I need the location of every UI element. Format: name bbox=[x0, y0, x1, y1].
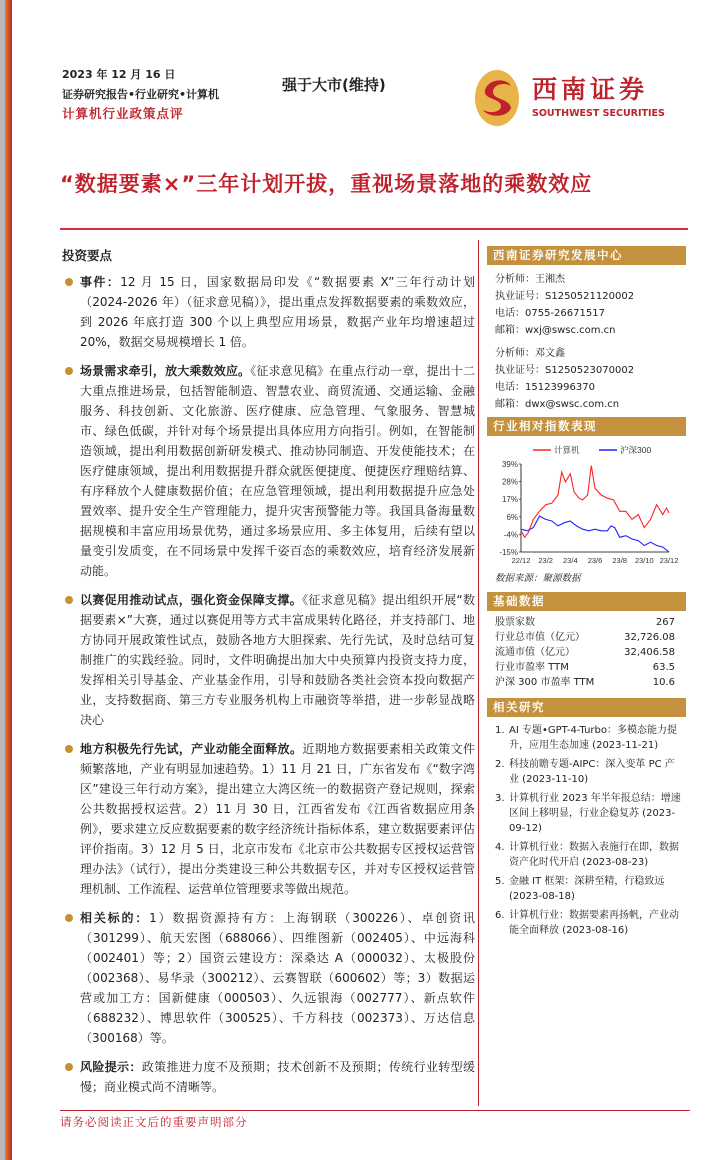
main-column bbox=[60, 240, 478, 1106]
series-line-hs300 bbox=[521, 516, 669, 552]
section-title: 投资要点 bbox=[62, 248, 113, 263]
sidebar bbox=[478, 240, 687, 1106]
report-date: 2023 年 12 月 16 日 bbox=[62, 68, 176, 81]
list-item[interactable] bbox=[495, 791, 683, 836]
related-research-list bbox=[495, 723, 683, 938]
chart-source: 数据来源：聚源数据 bbox=[495, 573, 581, 584]
rating: 强于大市(维持) bbox=[282, 76, 386, 94]
x-tick-label: 23/2 bbox=[538, 556, 553, 565]
item-text: 计算机行业：数据要素再扬帆，产业动能全面释放 (2023-08-16) bbox=[509, 910, 679, 936]
row-value: 267 bbox=[655, 617, 675, 628]
row-label: 行业市盈率 TTM bbox=[495, 662, 569, 673]
legend-label: 沪深300 bbox=[620, 445, 652, 455]
research-center-header: 西南证券研究发展中心 bbox=[487, 246, 686, 265]
bullet-icon bbox=[65, 1063, 73, 1071]
point-event bbox=[80, 272, 475, 352]
row-label: 沪深 300 市盈率 TTM bbox=[495, 677, 595, 688]
analyst-phone: 电话：0755-26671517 bbox=[495, 308, 605, 319]
table-row bbox=[495, 630, 675, 645]
y-tick-label: 17% bbox=[501, 495, 518, 505]
point-text: 《征求意见稿》提出组织开展“数据要素×”大赛，通过以赛促用等方式丰富成果转化路径，并支持部门、地方协同开展政策性试点，鼓励各地方大胆探索、先行先试，及时总结可复制推广的实践经验。同时，文件明确提出加大中央预算内投资支持力度，发挥相关引导基金、产业基金作用，引导和鼓励各类社会资本投向数据产业，支持数据商、第三方专业服务机构上市融资等举措，进一步彰显战略决心 bbox=[80, 593, 475, 727]
point-scenarios bbox=[80, 361, 475, 581]
point-text: 12 月 15 日，国家数据局印发《“数据要素 X”三年行动计划（2024-2026 年）（征求意见稿）》，提出重点发挥数据要素的乘数效应，到 2026 年底打造 300 个以上典型应用场景，数据产业年均增速超过 20%，数据交易规模增长 1 倍。 bbox=[80, 275, 475, 349]
point-text: 《征求意见稿》在重点行动一章，提出十二大重点推进场景，包括智能制造、智慧农业、商贸流通、交通运输、金融服务、科技创新、文化旅游、医疗健康、应急管理、气象服务、智慧城市、绿色低碳，并针对每个场景提出具体应用方向指引。例如，在智能制造领域，提出利用数据创新研发模式、推动协同制造、开发使能技术；在医疗健康领域，提出利用数据提升群众就医便捷度、便捷医疗理赔结算、有序释放个人健康数据价值；在应急管理领域，提出利用数据提升应急处置效率、提升安全生产管理能力，提升灾害预警能力等。我国具备海量数据规模和丰富应用场景优势，通过多场景应用、多主体复用，后续有望以量变引发质变，在不同场景中发挥千姿百态的乘数效应，培育经济发展新动能。 bbox=[80, 364, 475, 578]
analyst-license: 执业证号：S1250521120002 bbox=[495, 291, 635, 302]
content-columns bbox=[60, 0, 690, 1106]
table-row bbox=[495, 675, 675, 690]
y-tick-label: -4% bbox=[503, 530, 518, 540]
y-tick-label: -15% bbox=[499, 548, 518, 557]
list-item[interactable] bbox=[495, 908, 683, 938]
analyst-name: 分析师：邓文鑫 bbox=[495, 348, 565, 359]
bullet-icon bbox=[65, 596, 73, 604]
analyst-1 bbox=[495, 271, 687, 339]
point-text: 1）数据资源持有方：上海钢联（300226）、卓创资讯（301299）、航天宏图（688066）、四维图新（002405）、中远海科（002401）等；2）国资云建设方：深桑达 A（000032）、太极股份（002368）、易华录（300212）、云赛智联（600602）等；3）数据运营或加工方：国新健康（000503）、久远银海（002777）、新点软件（688232）、博思软件（300525）、千方科技（002373）、万达信息（300168）等。 bbox=[80, 911, 475, 1045]
row-value: 10.6 bbox=[652, 677, 675, 688]
item-number: 4. bbox=[495, 842, 505, 853]
analyst-phone: 电话：15123996370 bbox=[495, 382, 595, 393]
item-number: 5. bbox=[495, 876, 505, 887]
x-tick-label: 23/4 bbox=[563, 556, 578, 565]
table-row bbox=[495, 645, 675, 660]
logo-en: SOUTHWEST SECURITIES bbox=[532, 108, 665, 119]
x-tick-label: 22/12 bbox=[511, 556, 531, 565]
legend-label: 计算机 bbox=[554, 445, 580, 455]
analyst-name: 分析师：王湘杰 bbox=[495, 274, 565, 285]
point-risks bbox=[80, 1057, 475, 1097]
point-text: 政策推进力度不及预期；技术创新不及预期；传统行业转型缓慢；商业模式尚不清晰等。 bbox=[80, 1060, 475, 1094]
item-text: 计算机行业 2023 年半年报总结：增速区间上移明显，行业企稳复苏 (2023-09-12) bbox=[509, 793, 681, 834]
point-lead: 地方积极先行先试，产业动能全面释放。 bbox=[80, 742, 303, 756]
bullet-icon bbox=[65, 745, 73, 753]
table-row bbox=[495, 615, 675, 630]
report-subtitle: 计算机行业政策点评 bbox=[62, 106, 184, 121]
item-number: 3. bbox=[495, 793, 505, 804]
list-item[interactable] bbox=[495, 840, 683, 870]
point-local bbox=[80, 739, 475, 899]
item-number: 1. bbox=[495, 725, 505, 736]
basic-data-header: 基础数据 bbox=[487, 592, 686, 611]
bullet-icon bbox=[65, 367, 73, 375]
analyst-email[interactable]: 邮箱：wxj@swsc.com.cn bbox=[495, 325, 616, 336]
chart-legend bbox=[533, 445, 651, 455]
row-value: 32,726.08 bbox=[624, 632, 675, 643]
y-tick-label: 6% bbox=[506, 512, 518, 522]
point-lead: 风险提示： bbox=[80, 1060, 142, 1074]
row-label: 股票家数 bbox=[495, 617, 535, 628]
y-tick-label: 28% bbox=[501, 477, 518, 487]
x-tick-label: 23/12 bbox=[659, 556, 679, 565]
footer-disclaimer: 请务必阅读正文后的重要声明部分 bbox=[60, 1115, 248, 1129]
item-text: 计算机行业：数据入表施行在即，数据资产化时代开启 (2023-08-23) bbox=[509, 842, 679, 868]
analyst-2 bbox=[495, 345, 687, 413]
list-item[interactable] bbox=[495, 723, 683, 753]
analyst-email[interactable]: 邮箱：dwx@swsc.com.cn bbox=[495, 399, 620, 410]
report-title: “数据要素×”三年计划开拔，重视场景落地的乘数效应 bbox=[60, 172, 593, 196]
point-lead: 以赛促用推动试点，强化资金保障支撑。 bbox=[80, 593, 303, 607]
list-item[interactable] bbox=[495, 874, 683, 904]
index-chart bbox=[487, 440, 687, 568]
x-tick-label: 23/10 bbox=[634, 556, 654, 565]
logo-cn: 西南证券 bbox=[532, 75, 649, 104]
point-pilots bbox=[80, 590, 475, 730]
chart-header: 行业相对指数表现 bbox=[487, 417, 686, 436]
row-value: 63.5 bbox=[652, 662, 675, 673]
basic-data-table bbox=[495, 615, 675, 690]
item-text: AI 专题•GPT-4-Turbo：多模态能力提升，应用生态加速 (2023-11-21) bbox=[509, 725, 678, 751]
point-targets bbox=[80, 908, 475, 1048]
report-type: 证券研究报告•行业研究•计算机 bbox=[62, 88, 220, 101]
series-line-computer bbox=[521, 466, 669, 538]
point-lead: 相关标的： bbox=[80, 911, 150, 925]
analyst-license: 执业证号：S1250523070002 bbox=[495, 365, 635, 376]
point-lead: 事件： bbox=[80, 275, 121, 289]
related-research-header: 相关研究 bbox=[487, 698, 686, 717]
x-tick-label: 23/8 bbox=[612, 556, 627, 565]
row-label: 流通市值（亿元） bbox=[495, 647, 575, 658]
bullet-icon bbox=[65, 278, 73, 286]
item-number: 6. bbox=[495, 910, 505, 921]
bullet-icon bbox=[65, 914, 73, 922]
table-row bbox=[495, 660, 675, 675]
footer-divider bbox=[60, 1110, 690, 1160]
item-text: 金融 IT 框架：深耕至精，行稳致远 (2023-08-18) bbox=[509, 876, 665, 902]
point-text: 近期地方数据要素相关政策文件频繁落地，产业有明显加速趋势。1）11 月 21 日，广东省发布《“数字湾区”建设三年行动方案》，提出建立大湾区统一的数据资产登记规则，探索公共数据授权运营。2）11 月 30 日，江西省发布《江西省数据应用条例》，要求建立反应数据要素的数字经济统计指标体系，建立数据要素评估评价指南。3）12 月 5 日，北京市发布《北京市公共数据专区授权运营管理办法》（试行），提出分类建设三种公共数据专区，并对专区授权运营管理机制、工作流程、运营单位管理要求等做出规范。 bbox=[80, 742, 475, 896]
y-tick-label: 39% bbox=[501, 460, 518, 469]
point-lead: 场景需求牵引，放大乘数效应。 bbox=[80, 364, 251, 378]
x-tick-label: 23/6 bbox=[587, 556, 603, 565]
row-label: 行业总市值（亿元） bbox=[495, 632, 585, 643]
row-value: 32,406.58 bbox=[624, 647, 675, 658]
item-number: 2. bbox=[495, 759, 505, 770]
item-text: 科技前瞻专题-AIPC：深入变革 PC 产业 (2023-11-10) bbox=[509, 759, 675, 785]
page-edge-accent bbox=[5, 0, 12, 1160]
list-item[interactable] bbox=[495, 757, 683, 787]
